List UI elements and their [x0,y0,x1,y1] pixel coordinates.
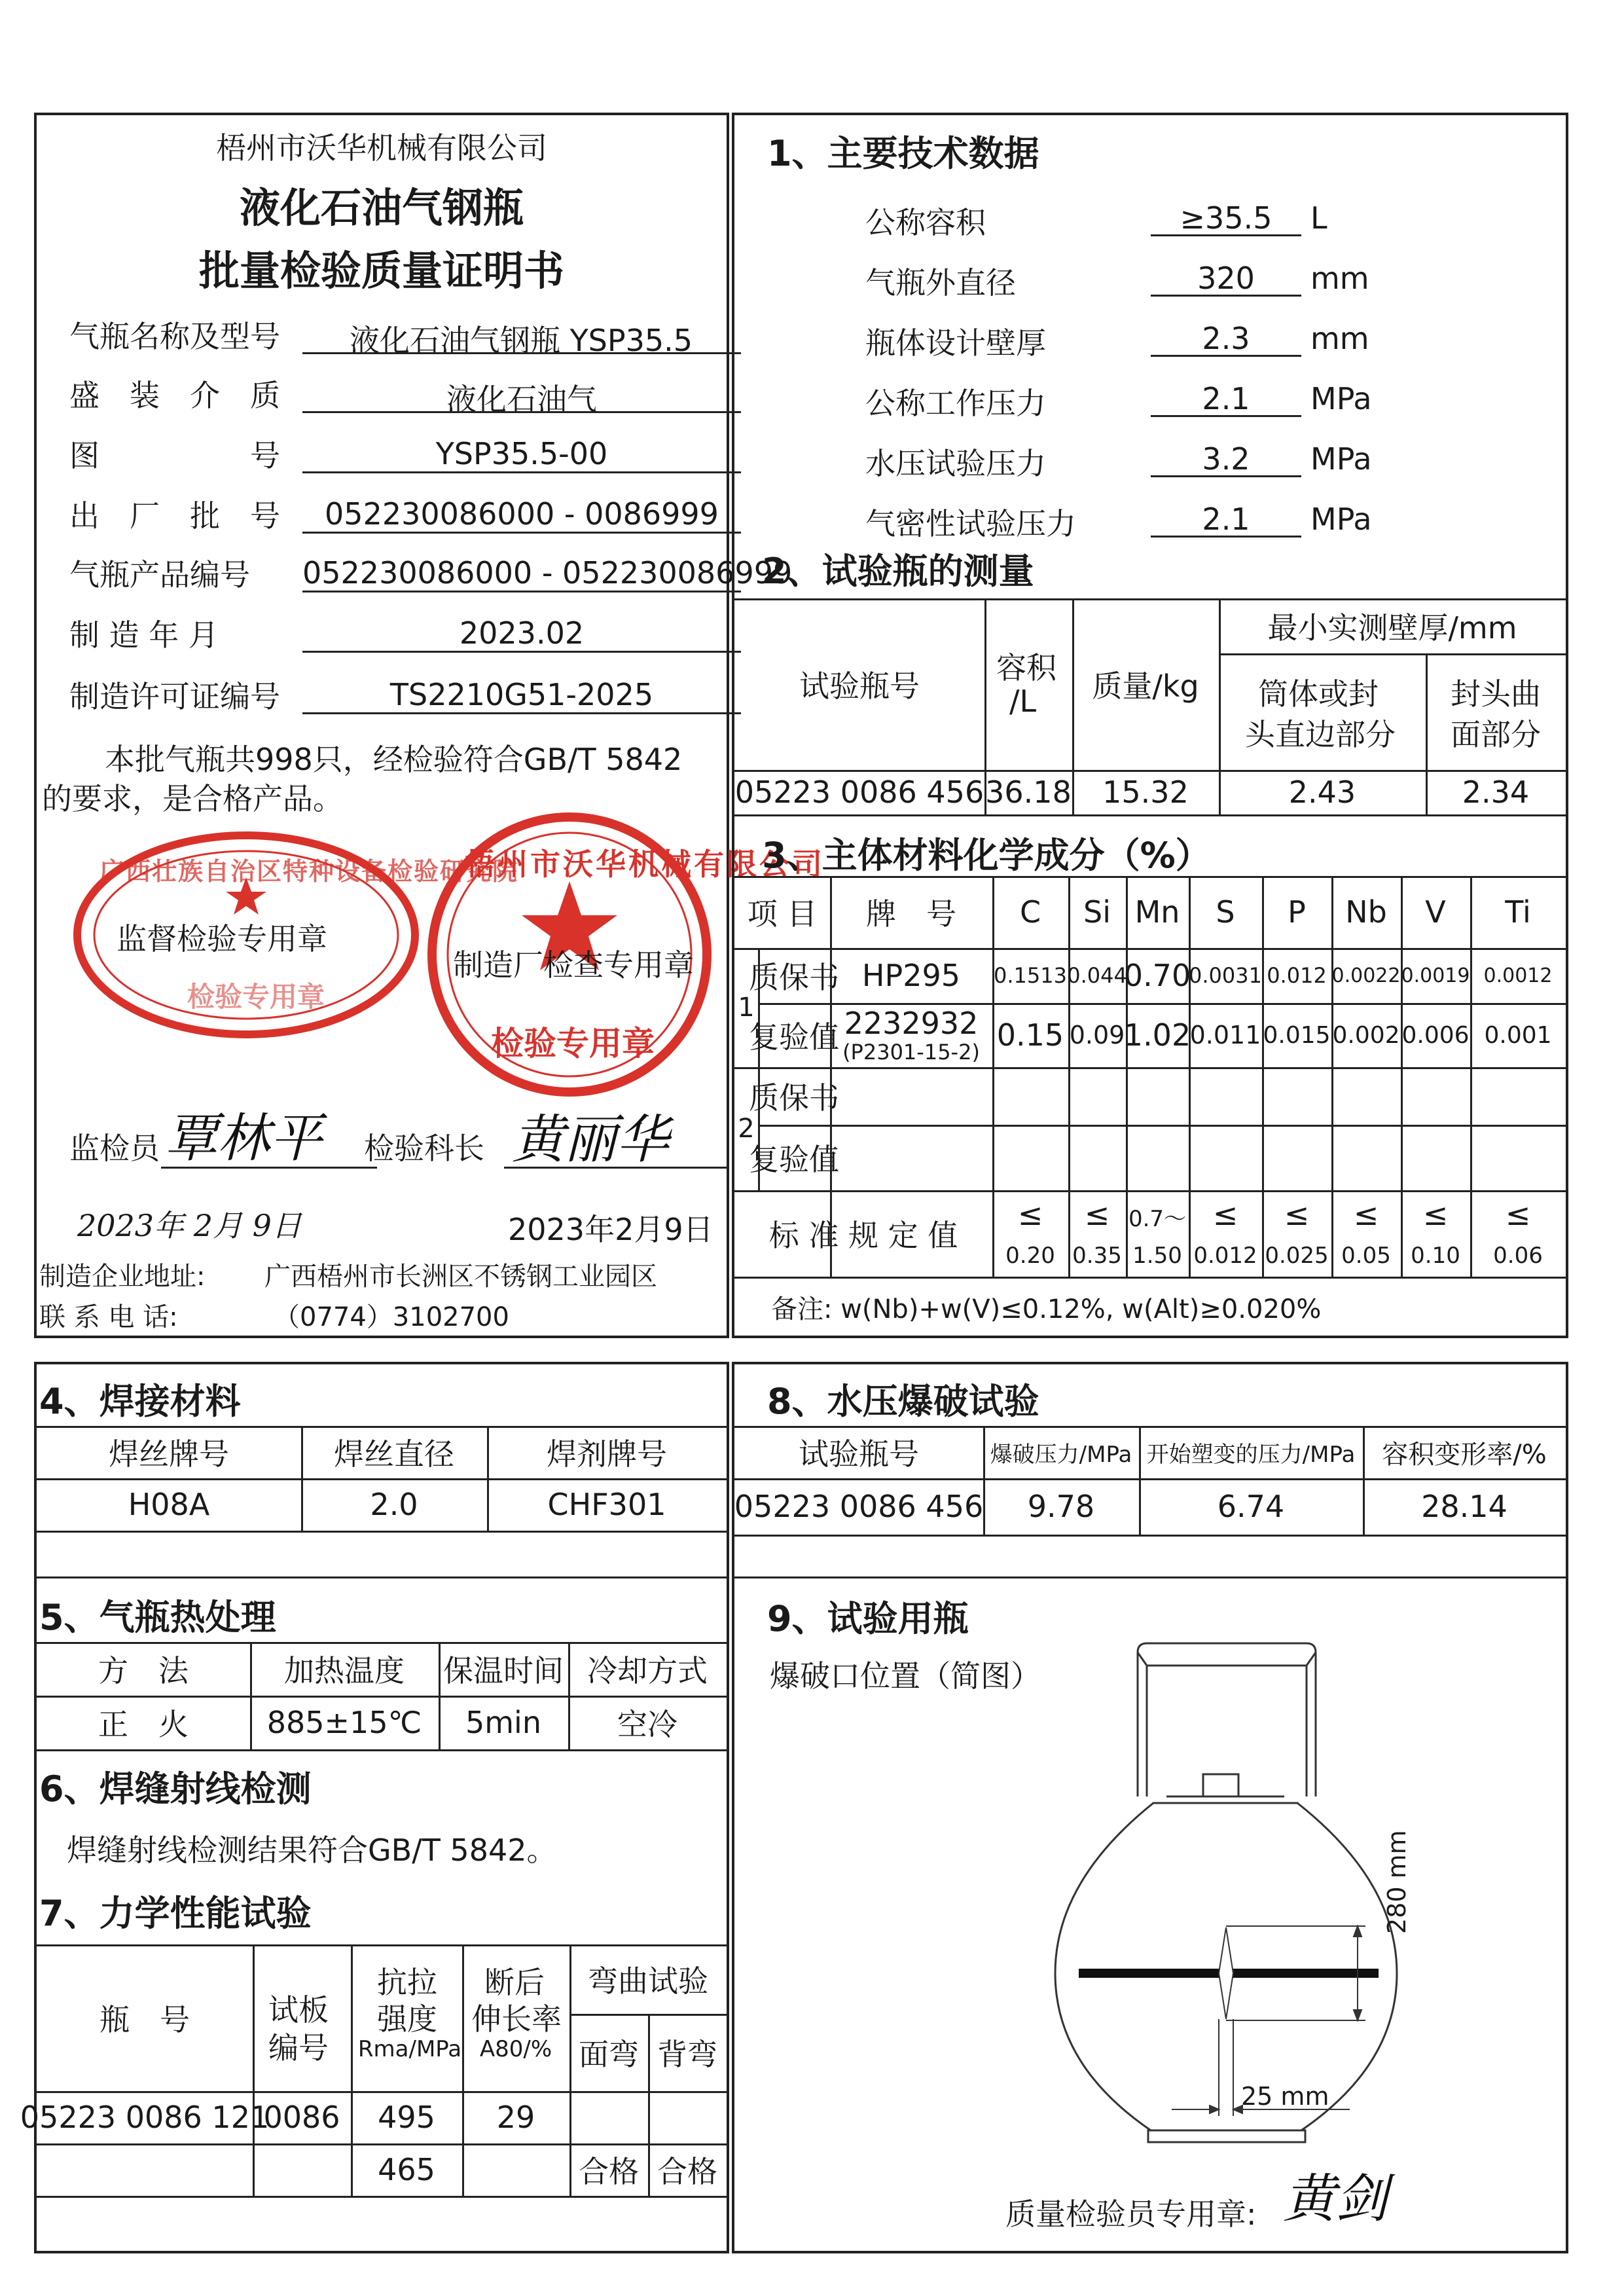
printed-date: 2023年2月9日 [508,1212,713,1247]
sec8-h-plastic: 开始塑变的压力/MPa [1146,1441,1356,1468]
r2-P: 0.015 [1263,1021,1331,1049]
std-top-C: ≤ [1017,1197,1043,1232]
phone-value: （0774）3102700 [274,1302,509,1332]
std-label: 标 准 规 定 值 [768,1218,958,1253]
info-value-4: 052230086000 - 052230086999 [302,555,793,591]
r1-Si: 0.044 [1067,963,1127,988]
sec5-table [37,1642,727,1749]
address-value: 广西梧州市长洲区不锈钢工业园区 [264,1262,657,1292]
address-label: 制造企业地址: [39,1262,206,1292]
sec5-v-cool: 空冷 [617,1707,677,1742]
sec2-row-head: 2.34 [1462,774,1530,810]
sec2-h-vol2: /L [1009,683,1037,719]
dim-vertical-label: 280 mm [1382,1830,1411,1934]
info-value-6: TS2210G51-2025 [389,677,654,712]
sec7-table [20,1944,727,2253]
sec7-h-face: 面弯 [579,2037,639,2072]
el-Ti: Ti [1505,894,1531,930]
tech-unit-5: MPa [1310,501,1372,537]
std-bot-Si: 0.35 [1072,1243,1122,1269]
sec7-r1-el: 29 [496,2100,535,2135]
r2-Ti: 0.001 [1484,1021,1552,1049]
quality-inspector-label: 质量检验员专用章: [1005,2196,1257,2232]
sec2-h-vol1: 容积 [996,650,1056,685]
sec4-table [37,1426,727,1531]
sec5-title: 5、气瓶热处理 [39,1597,276,1638]
sec8-title: 8、水压爆破试验 [767,1381,1039,1422]
group-1: 1 [738,993,755,1023]
supervision-stamp [63,824,519,1046]
sec7-h-ts2: 强度 [377,2001,437,2037]
sec2-h-head1: 封头曲 [1451,676,1541,712]
sec2-h-mass: 质量/kg [1092,668,1199,704]
r2-grade-2: (P2301-15-2) [842,1040,980,1065]
tech-unit-1: mm [1310,261,1369,296]
group-2: 2 [738,1114,755,1144]
r2-C: 0.15 [996,1017,1064,1053]
sec7-r2-ts: 465 [378,2152,435,2187]
sec7-r2-back: 合格 [657,2154,717,2189]
std-bot-P: 0.025 [1265,1243,1329,1269]
sec7-h-el1: 断后 [484,1965,545,2000]
el-C: C [1019,894,1041,930]
std-bot-Nb: 0.05 [1341,1243,1391,1269]
sec7-h-ts1: 抗拉 [377,1965,437,2000]
dim-horizontal-label: 25 mm [1241,2082,1329,2111]
sec3-table [734,876,1566,1334]
sec6-text: 焊缝射线检测结果符合GB/T 5842。 [67,1832,557,1868]
std-top-Mn: 0.7～ [1128,1206,1187,1232]
tech-value-3: 2.1 [1202,381,1250,416]
sec2-h-no: 试验瓶号 [799,668,920,704]
r1-label: 质保书 [749,960,839,995]
sec7-r1-spec: 0086 [263,2100,340,2135]
sec5-v-hold: 5min [465,1705,541,1740]
tech-label-2: 瓶体设计壁厚 [865,325,1046,361]
r2-S: 0.011 [1189,1021,1261,1049]
info-label-6: 制造许可证编号 [69,679,280,714]
r1-P: 0.012 [1267,963,1327,988]
sec5-h-hold: 保温时间 [443,1653,564,1688]
sec5-v-temp: 885±15℃ [266,1705,422,1740]
info-value-0: 液化石油气钢瓶 YSP35.5 [349,323,693,358]
tech-unit-4: MPa [1310,441,1372,477]
std-bot-Mn: 1.50 [1132,1243,1182,1269]
sec2-row-vol: 36.18 [985,774,1072,810]
tech-label-0: 公称容积 [865,205,986,240]
r1-Mn: 0.70 [1123,958,1191,993]
sec7-title: 7、力学性能试验 [39,1893,312,1934]
sec8-h-no: 试验瓶号 [799,1436,919,1472]
sec4-h-dia: 焊丝直径 [334,1436,454,1472]
std-bot-S: 0.012 [1193,1243,1257,1269]
el-S: S [1216,894,1235,930]
sec7-r2-face: 合格 [579,2154,639,2189]
inspector-label: 监检员 [69,1131,160,1166]
sec7-r1-no: 05223 0086 121 [20,2100,270,2135]
std-top-S: ≤ [1212,1197,1238,1232]
sec4-v-wire: H08A [128,1487,210,1522]
r2-grade-1: 2232932 [844,1006,979,1041]
handwritten-date: 2023年 2月 9日 [77,1208,302,1243]
quality-inspector-signature: 黄剑 [1283,2168,1388,2229]
sec2-h-min: 最小实测壁厚/mm [1267,610,1517,646]
sec2-title: 2、试验瓶的测量 [762,551,1034,592]
inspector-signature: 覃林平 [165,1108,322,1169]
supervision-stamp-label: 监督检验专用章 [117,921,327,957]
sec8-v-deform: 28.14 [1421,1489,1507,1524]
sec5-v-method: 正 火 [98,1707,189,1742]
std-top-Si: ≤ [1084,1197,1110,1232]
el-P: P [1288,894,1306,930]
factory-stamp-label: 制造厂检查专用章 [453,947,694,983]
r2-V: 0.006 [1401,1021,1470,1049]
doc-title-1: 液化石油气钢瓶 [239,184,524,232]
std-top-V: ≤ [1422,1197,1449,1232]
el-V: V [1425,894,1446,930]
sec2-h-cyl2: 头直边部分 [1245,717,1396,752]
sec2-table [734,598,1566,814]
sec3-title: 3、主体材料化学成分（%） [762,835,1211,876]
info-value-1: 液化石油气 [446,382,597,417]
sec7-h-no: 瓶 号 [99,2002,190,2037]
r2-label: 复验值 [749,1019,839,1055]
sec8-h-deform: 容积变形率/% [1382,1439,1547,1470]
r1-C: 0.1513 [994,963,1067,988]
r2-Nb: 0.002 [1332,1021,1400,1049]
sec7-h-spec1: 试板 [268,1992,329,2028]
chief-label: 检验科长 [364,1131,484,1166]
r1-S: 0.0031 [1189,963,1262,988]
r1-grade: HP295 [861,958,961,993]
sec7-h-bend: 弯曲试验 [588,1963,708,1999]
sec4-h-flux: 焊剂牌号 [547,1436,667,1472]
tech-value-2: 2.3 [1202,321,1250,356]
tech-unit-3: MPa [1310,381,1372,416]
sec4-v-flux: CHF301 [547,1487,666,1522]
info-label-2: 图 号 [69,438,280,473]
std-bot-Ti: 0.06 [1493,1243,1543,1269]
sec2-h-cyl1: 筒体或封 [1258,676,1379,712]
sec4-title: 4、焊接材料 [39,1381,241,1422]
r2-Mn: 1.02 [1123,1017,1191,1053]
sec8-h-burst: 爆破压力/MPa [990,1441,1132,1468]
doc-title-2: 批量检验质量证明书 [198,247,564,295]
tech-unit-2: mm [1310,321,1369,356]
el-Mn: Mn [1134,894,1180,930]
right-top-panel [732,113,1568,1338]
statement-line-1: 本批气瓶共998只，经检验符合GB/T 5842 [105,742,683,777]
company-name: 梧州市沃华机械有限公司 [216,130,547,166]
supervision-stamp-sub: 检验专用章 [187,981,325,1013]
tech-label-5: 气密性试验压力 [865,506,1076,541]
left-bottom-panel [20,1362,729,2253]
info-value-5: 2023.02 [459,615,585,651]
sec2-row-mass: 15.32 [1102,774,1189,810]
sec5-h-cool: 冷却方式 [587,1653,708,1688]
tech-unit-0: L [1310,200,1327,236]
statement-line-2: 的要求，是合格产品。 [42,781,343,816]
tech-value-5: 2.1 [1202,501,1250,537]
sec7-h-el2: 伸长率 [471,2001,562,2037]
r2-Si: 0.09 [1069,1021,1125,1049]
factory-stamp-ring-text: 梧州市沃华机械有限公司 [465,847,825,882]
sec2-h-head2: 面部分 [1451,717,1541,752]
sec9-title: 9、试验用瓶 [767,1598,969,1639]
sec7-h-ts3: Rma/MPa [357,2036,462,2062]
sec8-v-no: 05223 0086 456 [734,1489,984,1524]
info-value-3: 052230086000 - 0086999 [325,496,719,532]
right-bottom-panel [732,1362,1568,2253]
sec4-h-wire: 焊丝牌号 [109,1436,229,1472]
sec7-h-back: 背弯 [657,2037,717,2072]
sec5-h-method: 方 法 [98,1653,189,1688]
tech-value-4: 3.2 [1202,441,1250,477]
tech-label-3: 公称工作压力 [865,386,1046,421]
r1-Nb: 0.0022 [1331,964,1401,987]
std-top-P: ≤ [1284,1197,1310,1232]
r3-label: 质保书 [749,1080,839,1116]
sec3-note: 备注: w(Nb)+w(V)≤0.12%, w(Alt)≥0.020% [771,1294,1322,1324]
std-top-Ti: ≤ [1505,1197,1531,1232]
sec4-v-dia: 2.0 [370,1487,418,1522]
sec1-title: 1、主要技术数据 [767,133,1039,174]
sec8-v-burst: 9.78 [1027,1489,1095,1524]
sec9-subtitle: 爆破口位置（简图） [770,1658,1041,1694]
std-bot-V: 0.10 [1411,1243,1460,1269]
tech-label-1: 气瓶外直径 [865,265,1016,301]
tech-label-4: 水压试验压力 [865,446,1046,481]
info-label-5: 制 造 年 月 [69,617,219,653]
r1-V: 0.0019 [1401,964,1470,987]
sec7-r1-ts: 495 [378,2100,435,2135]
el-Nb: Nb [1345,894,1387,930]
tech-value-0: ≥35.5 [1180,200,1272,236]
sec3-h-item: 项 目 [747,896,818,932]
chief-signature: 黄丽华 [512,1109,669,1170]
info-value-2: YSP35.5-00 [435,436,608,471]
std-top-Nb: ≤ [1353,1197,1379,1232]
factory-stamp-sub: 检验专用章 [491,1025,655,1063]
supervision-stamp-ring-text: 广西壮族自治区特种设备检验研究院 [99,857,519,886]
info-label-3: 出 厂 批 号 [69,498,280,534]
tech-value-1: 320 [1197,261,1255,296]
info-label-1: 盛 装 介 质 [69,378,280,413]
sec2-row-cyl: 2.43 [1288,774,1356,810]
el-Si: Si [1083,894,1111,930]
sec7-h-el3: A80/% [479,2036,552,2062]
sec3-h-grade: 牌 号 [866,896,956,932]
r4-label: 复验值 [749,1142,839,1177]
sec2-row-no: 05223 0086 456 [734,774,984,810]
info-label-0: 气瓶名称及型号 [69,319,280,354]
cylinder-diagram [996,1607,1428,2143]
sec5-h-temp: 加热温度 [284,1653,405,1688]
phone-label: 联 系 电 话: [39,1302,178,1332]
std-bot-C: 0.20 [1005,1243,1055,1269]
sec8-v-plastic: 6.74 [1217,1489,1285,1524]
sec7-h-spec2: 编号 [268,2030,329,2066]
sec8-table [734,1426,1566,1535]
info-label-4: 气瓶产品编号 [69,557,250,592]
r1-Ti: 0.0012 [1483,964,1553,987]
sec6-title: 6、焊缝射线检测 [39,1768,312,1810]
